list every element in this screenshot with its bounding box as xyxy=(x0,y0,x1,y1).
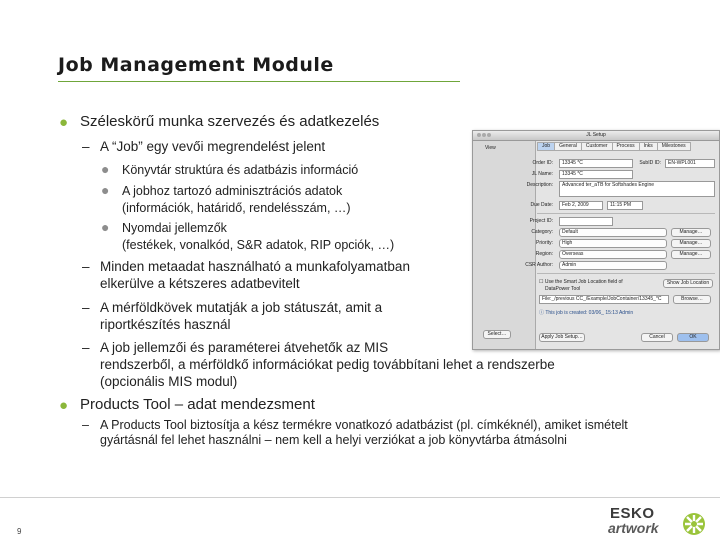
region-label: Region: xyxy=(535,251,553,257)
subid-field[interactable]: EN-WPL001 xyxy=(665,159,715,168)
order-id-field[interactable]: 13345 *C xyxy=(559,159,633,168)
status-text: This job is created: 03/06_ 15:13 Admin xyxy=(545,310,634,316)
sub-3-line-1: A mérföldkövek mutatják a job státuszát, amit a xyxy=(100,300,383,315)
sub-4-line-2: rendszerből, a mérföldkő információkat pedig továbbítani lehet a rendszerbe xyxy=(100,357,555,372)
subsub-item-3-text: Nyomdai jellemzők xyxy=(122,221,227,235)
bullet-2-text: Products Tool – adat mendezsment xyxy=(80,396,315,413)
bullet-1-text: Széleskörű munka szervezés és adatkezelés xyxy=(80,113,380,130)
subsub-item-2-text-cont: (információk, határidő, rendelésszám, …) xyxy=(122,201,351,215)
due-date-label: Due Date: xyxy=(530,202,553,208)
divider xyxy=(537,213,715,214)
job-setup-screenshot xyxy=(472,130,720,350)
status-line: ⓘ This job is created: 03/06_ 15:13 Admin xyxy=(539,310,634,316)
subid-label: SubID ID: xyxy=(639,160,661,166)
tab-bar xyxy=(537,142,715,150)
region-select[interactable]: Overseas xyxy=(559,250,667,259)
bullet-1 xyxy=(59,113,380,131)
subsub-item-3 xyxy=(101,219,395,254)
region-manage-button[interactable]: Manage… xyxy=(671,250,711,259)
due-time-field[interactable]: 11:15 PM xyxy=(607,201,643,210)
path-field[interactable]: File:_/previous CC_/Example/JobContainer/13345_*C xyxy=(539,295,669,304)
window-titlebar xyxy=(473,131,719,141)
subsub-item-2 xyxy=(101,182,351,217)
sub-4-line-1: A job jellemzői és paraméterei átvehetők az MIS xyxy=(100,340,389,355)
bullet-1-sub-4: – A job jellemzői és paraméterei átvehetők az MIS rendszerből, a mérföldkő információkat pedig továbbítani lehet a rendszerbe (opcionális MIS modul) xyxy=(82,340,555,389)
priority-manage-button[interactable]: Manage… xyxy=(671,239,711,248)
footer-divider xyxy=(0,497,720,498)
checkbox-label-2: DataPower Tool xyxy=(545,286,581,292)
apply-job-setup-button[interactable]: Apply Job Setup… xyxy=(539,333,585,342)
description-field[interactable]: Advanced ter_aTB for Softshades Engine xyxy=(559,181,715,197)
cancel-button[interactable]: Cancel xyxy=(641,333,673,342)
subsub-item-1-text: Könyvtár struktúra és adatbázis információ xyxy=(122,163,359,177)
csr-select[interactable]: Admin xyxy=(559,261,667,270)
window-title: JL Setup xyxy=(586,132,606,138)
bullet-2-sub-1: – A Products Tool biztosítja a kész termékre vonatkozó adatbázist (pl. címkéknél), amiket ismételt gyártásnál fel lehet használni – nem kell a helyi verziókat a job könyvtárba átmásolni xyxy=(82,418,628,447)
bullet-dot-icon: ● xyxy=(101,182,110,198)
tab-inks[interactable]: Inks xyxy=(639,142,658,151)
sub-2-line-1: Minden metaadat használható a munkafolyamatban xyxy=(100,259,410,274)
bullet-1-sub-3: – A mérföldkövek mutatják a job státuszát, amit a riportkészítés használ xyxy=(82,300,383,332)
logo-star-icon xyxy=(683,513,705,535)
bullet-dot-icon: ● xyxy=(59,397,69,414)
bullet-dot-icon: ● xyxy=(101,219,110,235)
csr-label: CSR Author: xyxy=(525,262,553,268)
logo-artwork-text: artwork xyxy=(608,520,659,536)
ok-button[interactable]: OK xyxy=(677,333,709,342)
subsub-item-3-text-cont: (festékek, vonalkód, S&R adatok, RIP opciók, …) xyxy=(122,238,395,252)
project-label: Project ID: xyxy=(529,218,553,224)
subsub-item-1 xyxy=(101,161,359,179)
title-underline xyxy=(58,81,460,82)
category-manage-button[interactable]: Manage… xyxy=(671,228,711,237)
b2-sub-line-1: A Products Tool biztosítja a kész termékre vonatkozó adatbázist (pl. címkéknél), amiket ismételt xyxy=(100,418,628,432)
due-date-field[interactable]: Feb 2, 2009 xyxy=(559,201,603,210)
bullet-dot-icon: ● xyxy=(59,114,69,131)
project-field[interactable] xyxy=(559,217,613,226)
smart-location-checkbox[interactable]: ☐ Use the Smart Job Location field of xyxy=(539,279,623,285)
browse-button[interactable]: Browse… xyxy=(673,295,711,304)
divider xyxy=(537,273,715,274)
tab-general[interactable]: General xyxy=(554,142,582,151)
priority-select[interactable]: High xyxy=(559,239,667,248)
priority-label: Priority: xyxy=(536,240,553,246)
sub-1-text: A “Job” egy vevői megrendelést jelent xyxy=(100,139,326,154)
sub-3-line-2: riportkészítés használ xyxy=(100,317,231,332)
logo-esko-text: ESKO xyxy=(610,505,655,522)
bullet-1-sub-2: – Minden metaadat használható a munkafolyamatban elkerülve a kétszeres adatbevitelt xyxy=(82,259,410,291)
esko-artwork-logo xyxy=(602,502,712,538)
b2-sub-line-2: gyártásnál fel lehet használni – nem kell a helyi verziókat a job könyvtárba átmásolni xyxy=(100,433,567,447)
job-name-field[interactable]: 13345 *C xyxy=(559,170,633,179)
tab-process[interactable]: Process xyxy=(612,142,640,151)
sub-4-line-3: (opcionális MIS modul) xyxy=(100,374,238,389)
tab-customer[interactable]: Customer xyxy=(581,142,613,151)
subsub-item-2-text: A jobhoz tartozó adminisztrációs adatok xyxy=(122,184,343,198)
job-name-label: JL Name: xyxy=(531,171,553,177)
description-label: Description: xyxy=(526,182,553,188)
category-select[interactable]: Default xyxy=(559,228,667,237)
slide-title: Job Management Module xyxy=(58,54,334,76)
bullet-dot-icon: ● xyxy=(101,161,110,177)
checkbox-label-1: Use the Smart Job Location field of xyxy=(544,279,623,285)
sidebar-label: View xyxy=(485,145,496,151)
bullet-2 xyxy=(59,396,315,414)
show-job-location-button[interactable]: Show Job Location xyxy=(663,279,713,288)
page-number: 9 xyxy=(17,527,22,536)
category-label: Category: xyxy=(531,229,553,235)
sub-2-line-2: elkerülve a kétszeres adatbevitelt xyxy=(100,276,300,291)
sidebar-select-button[interactable]: Select… xyxy=(483,330,511,339)
bullet-1-sub-1: – A “Job” egy vevői megrendelést jelent xyxy=(82,139,326,154)
order-id-label: Order ID: xyxy=(532,160,553,166)
tab-job[interactable]: Job xyxy=(537,142,555,151)
tab-milestones[interactable]: Milestones xyxy=(657,142,691,151)
